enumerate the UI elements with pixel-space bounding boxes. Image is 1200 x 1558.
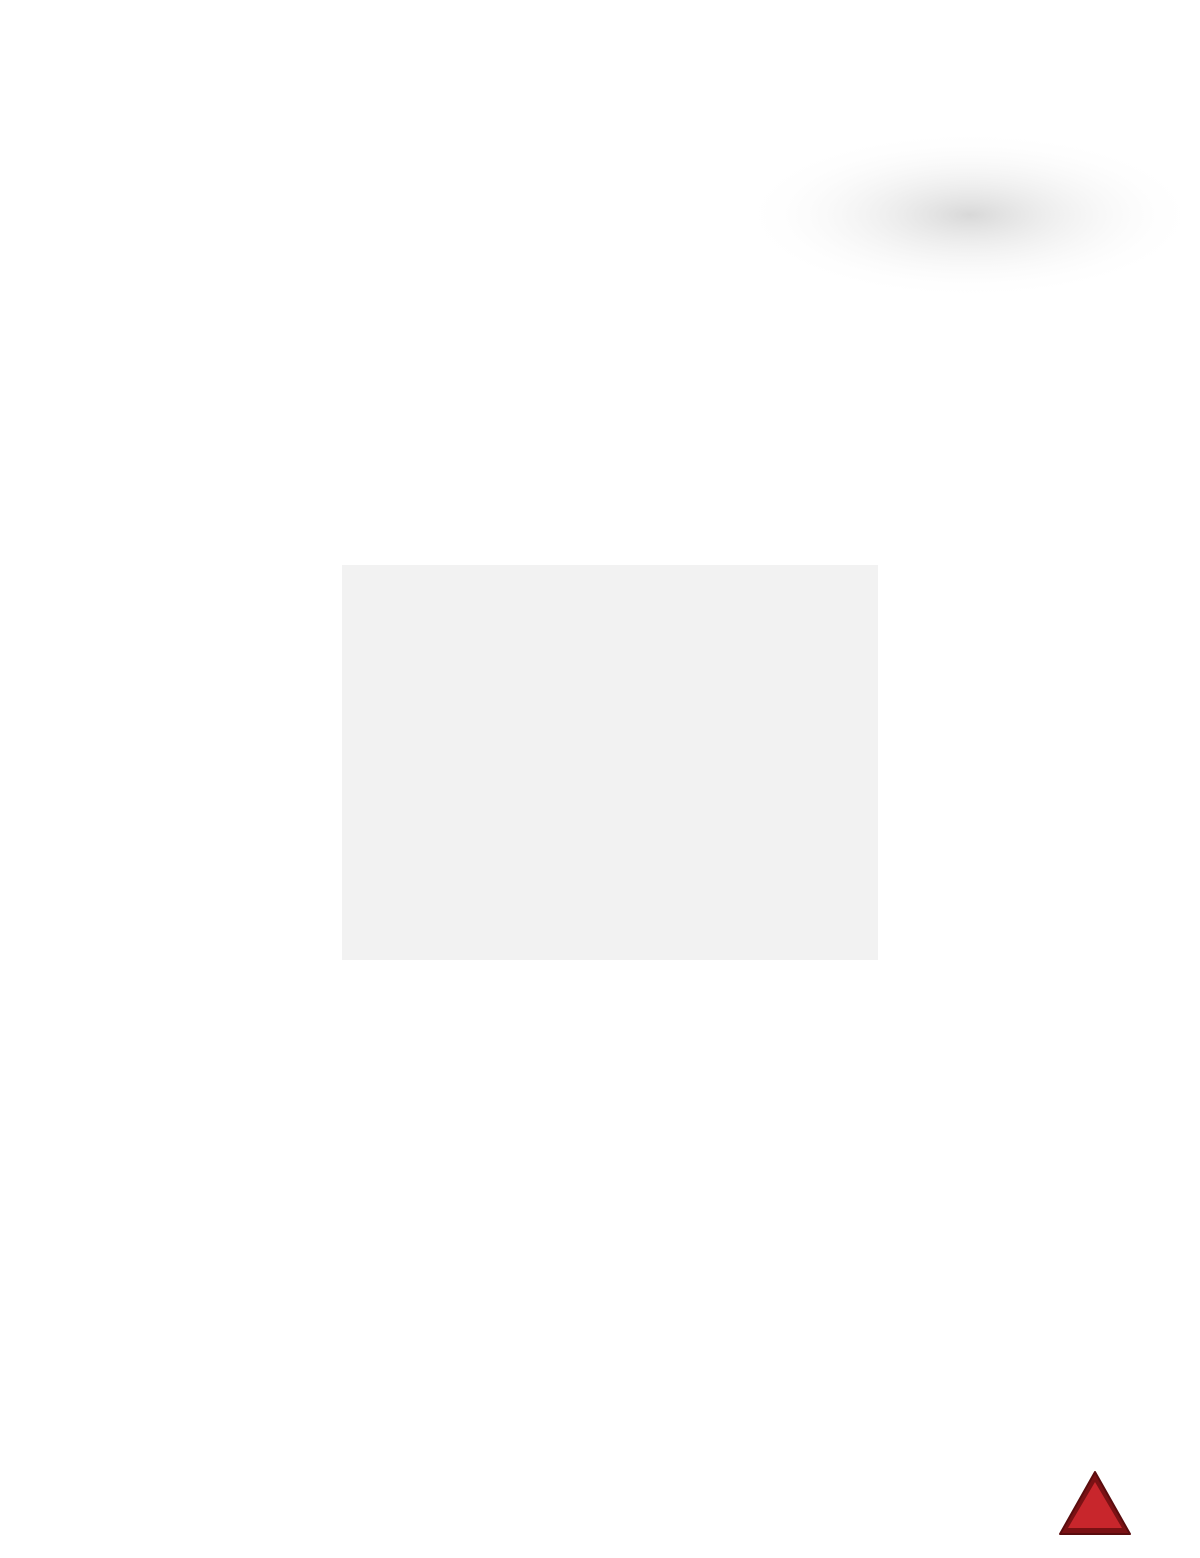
article-column-left [96,414,583,946]
page-number-badge [1058,1470,1132,1538]
article-column-right [618,414,1105,1172]
gears-illustration-top [740,0,1200,300]
